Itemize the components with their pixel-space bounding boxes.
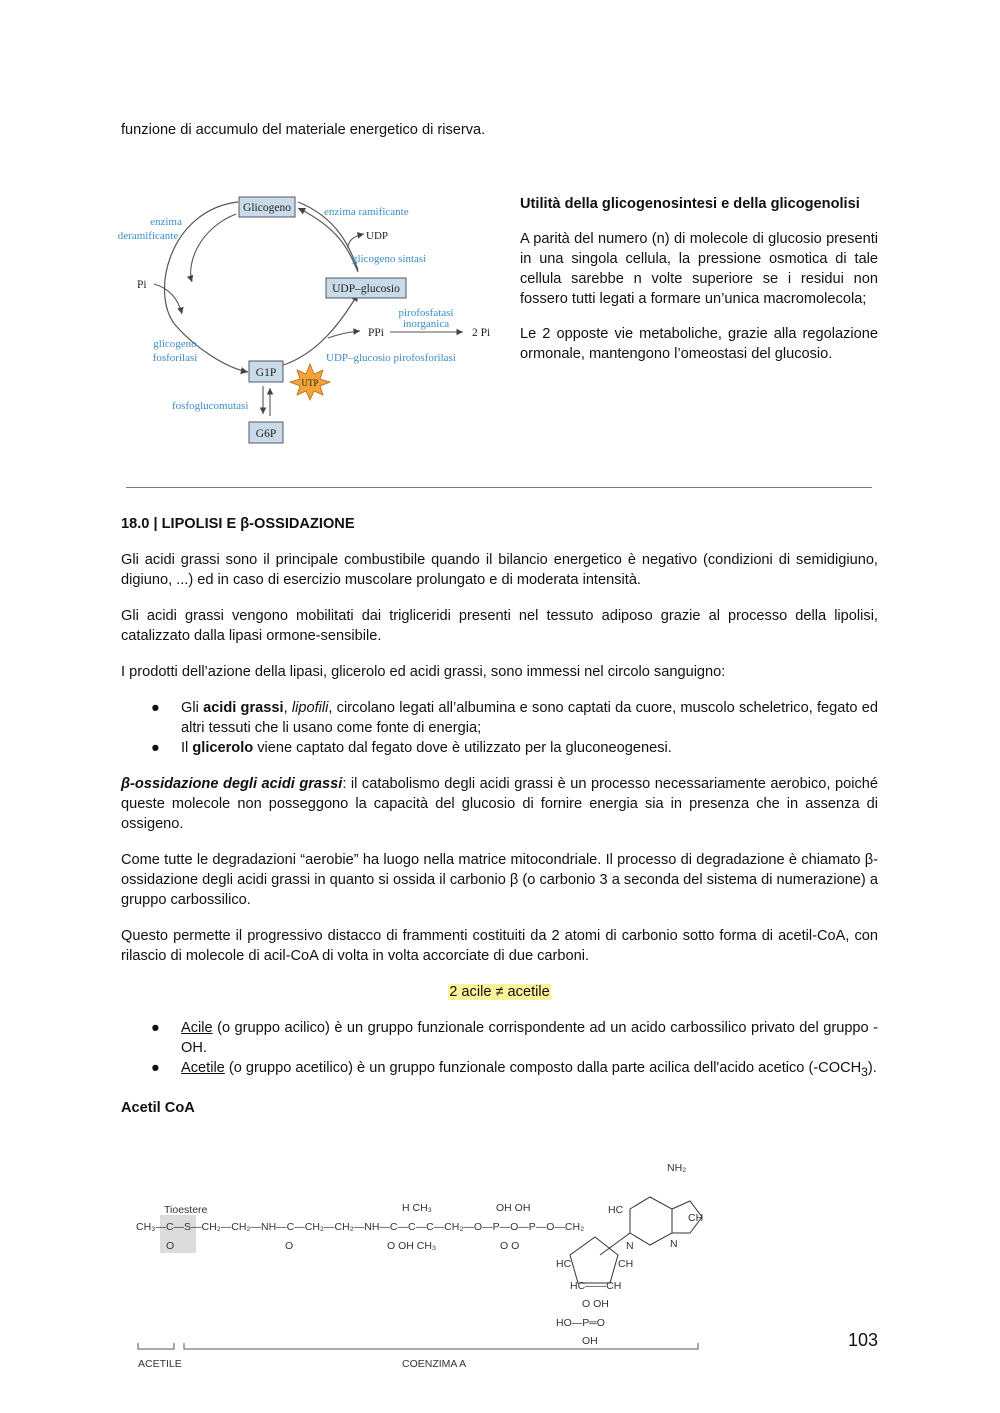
ribose-hc-2: HC——CH (570, 1280, 622, 1292)
ppi-label: PPi (368, 327, 384, 339)
paragraph-1: Gli acidi grassi sono il principale combustibile quando il bilancio energetico è negativo (condizioni di semidigiuno, digiuno, ...) ed in caso di esercizio muscolare prolungato e di moderata intensità. (121, 552, 878, 588)
glicogeno-sintasi-label: glicogeno sintasi (352, 253, 427, 265)
adenine-n2: N (670, 1238, 678, 1250)
enzima-ramificante-label: enzima ramificante (324, 206, 409, 218)
phosphate-o: O O (500, 1240, 520, 1252)
pi-label: Pi (137, 279, 147, 291)
carbonyl-o-2: O (285, 1240, 294, 1252)
udp-pirofosforilasi-label: UDP–glucosio pirofosforilasi (326, 352, 456, 364)
definitions-list (121, 1018, 878, 1082)
ribose-ring (570, 1237, 618, 1283)
coenzima-label: COENZIMA A (402, 1358, 467, 1370)
beta-ox-lead: β-ossidazione degli acidi grassi (121, 776, 343, 792)
acetyl-coa-structure (130, 1155, 710, 1380)
adenine-ch: CH (688, 1212, 704, 1224)
arrow-ppi (328, 331, 360, 338)
bullet-icon: ● (151, 740, 160, 756)
list-item: ● Il glicerolo viene captato dal fegato dove è utilizzato per la gluconeogenesi. (151, 740, 672, 756)
side-column (520, 194, 878, 379)
carbonyl-o-3: O OH CH₃ (387, 1240, 437, 1252)
paragraph-2: Gli acidi grassi vengono mobilitati dai trigliceridi presenti nel tessuto adiposo grazie al processo della lipolisi, catalizzato dalla lipasi ormone-sensibile. (121, 608, 878, 644)
list-item: ● Gli acidi grassi, lipofili, circolano legati all’albumina e sono captati da cuore, muscolo scheletrico, fegato ed altri tessuti che li usano come fonte di energia; (151, 700, 879, 736)
fosfoglucomutasi-label: fosfoglucomutasi (172, 400, 249, 412)
section-divider (126, 487, 872, 488)
bullet-icon: ● (151, 700, 160, 716)
list-item: ● Acile (o gruppo acilico) è un gruppo funzionale corrispondente ad un acido carbossilico privato del gruppo -OH. (151, 1020, 878, 1056)
intro-line: funzione di accumulo del materiale energetico di riserva. (121, 122, 486, 138)
adenine-n: N (626, 1240, 634, 1252)
products-list (121, 698, 878, 758)
udp-label: UDP (366, 230, 389, 242)
main-chain: CH₃—C—S—CH₂—CH₂—NH—C—CH₂—CH₂—NH—C—C—C—CH₂—O—P—O—P—O—CH₂ (136, 1221, 585, 1233)
inorganica-label: inorganica (402, 318, 450, 330)
arrow-deramificante (191, 214, 236, 282)
acetile-label: ACETILE (138, 1358, 182, 1370)
adenine-hc: HC (608, 1204, 624, 1216)
ribose-ch-1: CH (618, 1258, 634, 1270)
deramificante-label: deramificante (117, 230, 179, 242)
arrow-udp (348, 234, 364, 248)
paragraph-6: Questo permette il progressivo distacco di frammenti costituiti da 2 atomi di carbonio sotto forma di acetil-CoA, con rilascio di molecole di acil-CoA di volta in volta accorciate di due carboni. (121, 928, 878, 964)
glycogen-cycle-diagram (108, 188, 508, 450)
g6p-label: G6P (255, 428, 277, 440)
ribose-hc-1: HC (556, 1258, 572, 1270)
phosphate-oh: OH (582, 1335, 598, 1347)
paragraph-3: I prodotti dell’azione della lipasi, glicerolo ed acidi grassi, sono immessi nel circolo sanguigno: (121, 664, 726, 680)
glicogeno-label: Glicogeno (243, 202, 291, 214)
page-number: 103 (847, 1330, 878, 1350)
fosforilasi-label: fosforilasi (152, 352, 198, 364)
highlight-note: 2 acile ≠ acetile (449, 984, 550, 1000)
acetile-bracket (138, 1343, 174, 1349)
pirofosfatasi-label: pirofosfatasi (398, 307, 454, 319)
arrow-pi (154, 284, 182, 314)
side-paragraph-1: A parità del numero (n) di molecole di glucosio presenti in una singola cellula, la pressione osmotica di tale cellula sarebbe n volte superiore se i residui non fossero tutti legati a formare un’unica macromolecola; (520, 231, 878, 307)
oh-top: OH OH (496, 1202, 531, 1214)
side-title: Utilità della glicogenosintesi e della glicogenolisi (520, 196, 860, 212)
carbonyl-o-1: O (166, 1240, 175, 1252)
adenine-ring-1 (630, 1197, 672, 1245)
acetyl-coa-title: Acetil CoA (121, 1099, 195, 1116)
ribose-o-oh: O OH (582, 1298, 609, 1310)
side-paragraph-2: Le 2 opposte vie metaboliche, grazie alla regolazione ormonale, mantengono l’omeostasi del glucosio. (520, 326, 878, 362)
bullet-icon: ● (151, 1020, 160, 1036)
nh2-label: NH₂ (667, 1162, 687, 1174)
coenzima-bracket (184, 1343, 698, 1349)
h-label: H CH₃ (402, 1202, 432, 1214)
glicogeno-fos-label: glicogeno (153, 338, 197, 350)
paragraph-5: Come tutte le degradazioni “aerobie” ha luogo nella matrice mitocondriale. Il processo di degradazione è chiamato β-ossidazione degli acidi grassi in quanto si ossida il carbonio β (o carbonio 3 a seconda del sistema di numerazione) a gruppo carbossilico. (121, 852, 878, 908)
paragraph-4: β-ossidazione degli acidi grassi: il catabolismo degli acidi grassi è un processo necessariamente aerobico, poiché queste molecole non posseggono la capacità del glucosio di fornire energia sia in presenza che in assenza di ossigeno. (121, 776, 878, 832)
g1p-label: G1P (255, 367, 277, 379)
bullet-icon: ● (151, 1060, 160, 1076)
main-section (121, 514, 878, 1118)
enzima-label: enzima (150, 216, 182, 228)
list-item: ● Acetile (o gruppo acetilico) è un gruppo funzionale composto dalla parte acilica dell'acido acetico $(-COCH_3)$. (151, 1060, 877, 1079)
two-pi-label: 2 Pi (472, 327, 491, 339)
udp-glucosio-label: UDP–glucosio (332, 283, 400, 295)
phosphate-ho: HO—P═O (556, 1317, 605, 1329)
section-heading: 18.0 | LIPOLISI E β-OSSIDAZIONE (121, 516, 355, 532)
utp-label: UTP (301, 378, 319, 388)
tioestere-label: Tioestere (164, 1204, 208, 1216)
